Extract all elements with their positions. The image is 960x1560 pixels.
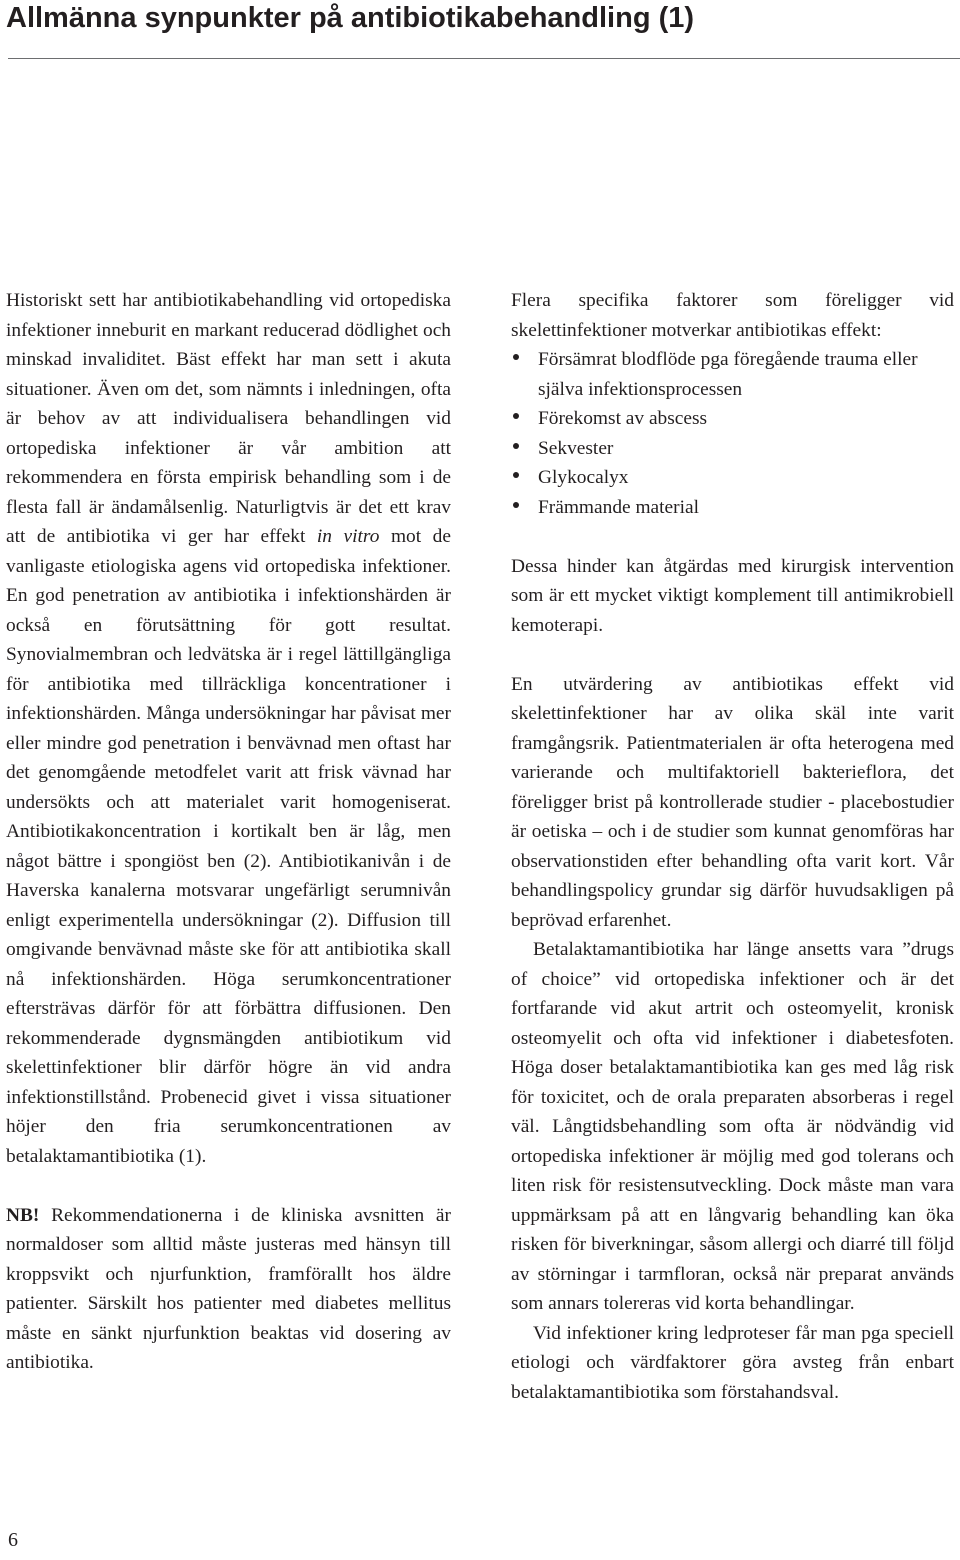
betalactam-paragraph: Betalaktamantibiotika har länge ansetts vara ”drugs of choice” vid ortopediska infektioner och är det fortfarande vid akut artrit och osteomyelit, kronisk osteomyelit och ofta vid infektioner i diabetesfoten. Höga doser betalaktamantibiotika kan ges med låg risk för toxicitet, och de orala preparaten absorberas i regel väl. Långtidsbehandling som ofta är nödvändig vid ortopediska infektioner är möjlig med god tolerans och liten risk för resistensutveckling. Dock måste man vara uppmärksam på att en långvarig behandling kan öka risken för biverkningar, såsom allergi och diarré till följd av störningar i tarmfloran, också när preparat används som annars tolereras vid korta behandlingar. — [511, 939, 954, 1314]
title-divider — [8, 58, 960, 59]
list-item: Sekvester — [511, 434, 954, 464]
list-item: Förekomst av abscess — [511, 404, 954, 434]
in-vitro-italic: in vitro — [316, 526, 380, 547]
list-item: Glykocalyx — [511, 463, 954, 493]
surgery-paragraph: Dessa hinder kan åtgärdas med kirurgisk intervention som är ett mycket viktigt komplement till antimikrobiell kemoterapi. — [511, 555, 954, 636]
evaluation-paragraph: En utvärdering av antibiotikas effekt vid skelettinfektioner har av olika skäl inte varit framgångsrik. Patientmaterialen är ofta heterogena med varierande och multifaktoriell bakterieflora, det föreligger brist på kontrollerade studier - placebostudier är oetiska – och i de studier som kunnat genomföras har observationstiden efter behandling ofta varit kort. Vår behandlingspolicy grundar sig därför huvudsakligen på beprövad erfarenhet. — [511, 673, 954, 931]
paragraph-gap — [511, 640, 954, 670]
nb-label: NB! — [6, 1204, 40, 1226]
right-column — [511, 286, 954, 1407]
nb-paragraph — [6, 1201, 451, 1378]
page-number: 6 — [8, 1529, 18, 1551]
factors-intro: Flera specifika faktorer som föreligger vid skelettinfektioner motverkar antibiotikas effekt: — [511, 290, 954, 341]
intro-paragraph — [6, 286, 451, 1171]
intro-text-part2: mot de vanligaste etiologiska agens vid ortopediska infektioner. En god penetration av antibiotika i infektionshärden är också en förutsättning för gott resultat. Synovialmembran och ledvätska är i regel lättillgängliga för antibiotika med tillräckliga koncentrationer i infektionshärden. Många undersökningar har påvisat mer eller mindre god penetration i benvävnad men oftast har det genomgående metodfelet varit att frisk vävnad har undersökts och att materialet varit homogeniserat. Antibiotikakoncentration i kortikalt ben är låg, men något bättre i spongiöst ben (2). Antibiotikanivån i de Haverska kanalerna motsvarar ungefärligt serumnivån enligt experimentella undersökningar (2). Diffusion till omgivande benvävnad måste ske för att antibiotika skall nå infektionshärden. Höga serumkoncentrationer eftersträvas därför för att förbättra diffusionen. Den rekommenderade dygnsmängden antibiotikum vid skelettinfektioner blir därför högre än vid andra infektionstillstånd. Probenecid givet i vissa situationer höjer den fria serumkoncentrationen av betalaktamantibiotika (1). — [6, 526, 451, 1167]
paragraph-gap — [6, 1171, 451, 1201]
intro-text-part1: Historiskt sett har antibiotikabehandling vid ortopediska infektioner inneburit en markant reducerad dödlighet och minskad invaliditet. Bäst effekt har man sett i akuta situationer. Även om det, som nämnts i inledningen, ofta är behov av att individualisera behandlingen vid ortopediska infektioner är vår ambition att rekommendera en första empirisk behandling som i de flesta fall är ändamålsenlig. Naturligtvis är det ett krav att de antibiotika vi ger har effekt — [6, 290, 451, 547]
prosthesis-paragraph: Vid infektioner kring ledproteser får man pga speciell etiologi och värdfaktorer göra avsteg från enbart betalaktamantibiotika som förstahandsval. — [511, 1322, 954, 1403]
factors-list — [511, 345, 954, 522]
list-item: Försämrat blodflöde pga föregående trauma eller själva infektionsprocessen — [511, 345, 954, 404]
list-item: Främmande material — [511, 493, 954, 523]
left-column — [6, 286, 451, 1378]
paragraph-gap — [511, 522, 954, 552]
page-title: Allmänna synpunkter på antibiotikabehandling (1) — [6, 2, 695, 34]
nb-text: Rekommendationerna i de kliniska avsnitten är normaldoser som alltid måste justeras med hänsyn till kroppsvikt och njurfunktion, framförallt hos äldre patienter. Särskilt hos patienter med diabetes mellitus måste en sänkt njurfunktion beaktas vid dosering av antibiotika. — [6, 1204, 451, 1373]
